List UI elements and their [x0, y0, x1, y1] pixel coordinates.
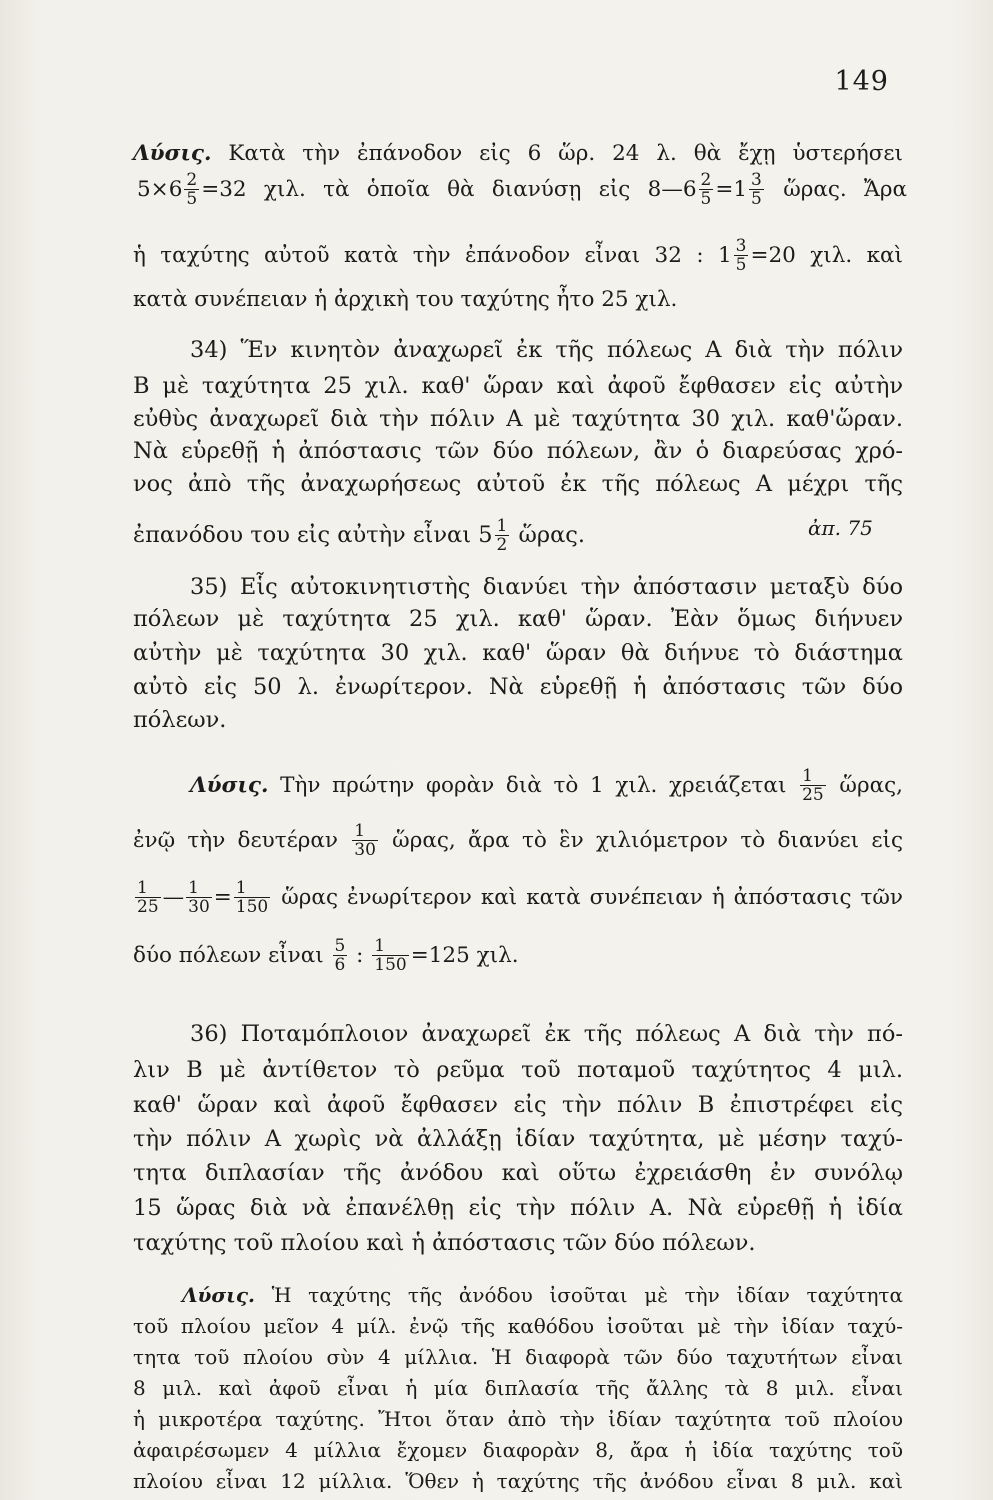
problem34-line3: εὐθὺς ἀναχωρεῖ διὰ τὴν πόλιν Α μὲ ταχύτητα 30 χιλ. καθ'ὥραν.: [133, 406, 903, 432]
fraction: $\frac{1}{150}$: [235, 878, 269, 917]
page-number: 149: [834, 66, 889, 97]
problem35-line2: πόλεων μὲ ταχύτητα 25 χιλ. καθ' ὥραν. Ἐὰν ὅμως διήνυεν: [133, 606, 903, 632]
solution35-line4: δύο πόλεων εἶναι $\frac{5}{6}$ : $\frac{1}{150}$ =125 χιλ.: [133, 936, 519, 975]
solution36-line5: ἡ μικροτέρα ταχύτης. Ἤτοι ὅταν ἀπὸ τὴν ἰδίαν ταχύτητα τοῦ πλοίου: [133, 1407, 903, 1431]
fraction: $\frac{3}{5}$: [751, 170, 762, 209]
solution1-line1: Λύσις. Κατὰ τὴν ἐπάνοδον εἰς 6 ὥρ. 24 λ. θὰ ἔχῃ ὑστερήσει: [133, 141, 903, 166]
solution-label: Λύσις.: [133, 141, 212, 166]
problem36-line4: τὴν πόλιν Α χωρὶς νὰ ἀλλάξῃ ἰδίαν ταχύτητα, μὲ μέσην ταχύ-: [133, 1126, 903, 1152]
problem36-line7: ταχύτης τοῦ πλοίου καὶ ἡ ἀπόστασις τῶν δύο πόλεων.: [133, 1230, 756, 1256]
solution35-line3: $\frac{1}{25}$ — $\frac{1}{30}$ = $\frac{1}{150}$ ὥρας ἐνωρίτερον καὶ κατὰ συνέπειαν ἡ ἀπόστασις τῶν: [137, 878, 904, 917]
solution36-line2: τοῦ πλοίου μεῖον 4 μίλ. ἐνῷ τῆς καθόδου ἰσοῦται μὲ τὴν ἰδίαν ταχύ-: [133, 1314, 903, 1338]
fraction: $\frac{2}{5}$: [700, 170, 712, 209]
fraction: $\frac{1}{30}$: [188, 878, 210, 917]
solution-label: Λύσις.: [190, 773, 269, 798]
solution35-line2: ἐνῷ τὴν δευτέραν $\frac{1}{30}$ ὥρας, ἄρα τὸ ἓν χιλιόμετρον τὸ διανύει εἰς: [133, 821, 903, 860]
solution36-line6: ἀφαιρέσωμεν 4 μίλλια ἔχομεν διαφορὰν 8, ἄρα ἡ ἰδία ταχύτης τοῦ: [133, 1438, 903, 1462]
problem34-line4: Νὰ εὑρεθῇ ἡ ἀπόστασις τῶν δύο πόλεων, ἂν ὁ διαρεύσας χρό-: [133, 438, 903, 464]
fraction: $\frac{1}{25}$: [137, 878, 159, 917]
problem35-line5: πόλεων.: [133, 707, 227, 733]
solution35-line1: Λύσις. Τὴν πρώτην φορὰν διὰ τὸ 1 χιλ. χρειάζεται $\frac{1}{25}$ ὥρας,: [190, 766, 903, 805]
problem36-line5: τητα διπλασίαν τῆς ἀνόδου καὶ οὕτω ἐχρειάσθη ἐν συνόλῳ: [133, 1160, 903, 1186]
fraction: $\frac{2}{5}$: [186, 170, 198, 209]
problem35-line4: αὐτὸ εἰς 50 λ. ἐνωρίτερον. Νὰ εὑρεθῇ ἡ ἀπόστασις τῶν δύο: [133, 674, 903, 700]
solution1-line3: ἡ ταχύτης αὐτοῦ κατὰ τὴν ἐπάνοδον εἶναι 32 : 1 $\frac{3}{5}$ =20 χιλ. καὶ: [133, 236, 903, 275]
solution36-line3: τητα τοῦ πλοίου σὺν 4 μίλλια. Ἡ διαφορὰ τῶν δύο ταχυτήτων εἶναι: [133, 1345, 903, 1369]
fraction: $\frac{1}{150}$: [374, 936, 407, 975]
problem36-line6: 15 ὥρας διὰ νὰ ἐπανέλθῃ εἰς τὴν πόλιν Α. Νὰ εὑρεθῇ ἡ ἰδία: [133, 1195, 903, 1221]
problem34-line2: Β μὲ ταχύτητα 25 χιλ. καθ' ὥραν καὶ ἀφοῦ ἔφθασεν εἰς αὐτὴν: [133, 373, 903, 399]
fraction: $\frac{5}{6}$: [334, 936, 346, 975]
problem36-line3: καθ' ὥραν καὶ ἀφοῦ ἔφθασεν εἰς τὴν πόλιν Β ἐπιστρέφει εἰς: [133, 1092, 903, 1118]
fraction: $\frac{1}{25}$: [802, 766, 824, 805]
problem35-line1: 35) Εἷς αὐτοκινητιστὴς διανύει τὴν ἀπόστασιν μεταξὺ δύο: [190, 574, 903, 600]
problem34-line6: ἐπανόδου του εἰς αὐτὴν εἶναι 5 $\frac{1}{2}$ ὥρας.: [133, 516, 586, 555]
fraction: $\frac{1}{30}$: [354, 821, 376, 860]
solution-label: Λύσις.: [182, 1283, 255, 1307]
solution1-line4: κατὰ συνέπειαν ἡ ἀρχικὴ του ταχύτης ἦτο 25 χιλ.: [133, 287, 678, 312]
solution36-line7: πλοίου εἶναι 12 μίλλια. Ὅθεν ἡ ταχύτης τῆς ἀνόδου εἶναι 8 μιλ. καὶ: [133, 1469, 903, 1493]
problem34-line1: 34) Ἕν κινητὸν ἀναχωρεῖ ἐκ τῆς πόλεως Α διὰ τὴν πόλιν: [190, 337, 903, 363]
answer-label: ἀπ. 75: [808, 516, 873, 540]
solution36-line1: Λύσις. Ἡ ταχύτης τῆς ἀνόδου ἰσοῦται μὲ τὴν ἰδίαν ταχύτητα: [182, 1283, 903, 1307]
fraction: $\frac{1}{2}$: [496, 516, 508, 555]
problem36-line2: λιν Β μὲ ἀντίθετον τὸ ρεῦμα τοῦ ποταμοῦ ταχύτητος 4 μιλ.: [133, 1057, 903, 1083]
problem35-line3: αὐτὴν μὲ ταχύτητα 30 χιλ. καθ' ὥραν θὰ διήνυε τὸ διάστημα: [133, 640, 903, 666]
problem34-line5: νος ἀπὸ τῆς ἀναχωρήσεως αὐτοῦ ἐκ τῆς πόλεως Α μέχρι τῆς: [133, 471, 903, 497]
solution36-line4: 8 μιλ. καὶ ἀφοῦ εἶναι ἡ μία διπλασία τῆς ἄλλης τὰ 8 μιλ. εἶναι: [133, 1376, 903, 1400]
fraction: $\frac{3}{5}$: [735, 236, 747, 275]
problem36-line1: 36) Ποταμόπλοιον ἀναχωρεῖ ἐκ τῆς πόλεως Α διὰ τὴν πό-: [190, 1021, 903, 1047]
solution1-line2: 5×6 $\frac{2}{5}$ =32 χιλ. τὰ ὁποῖα θὰ διανύσῃ εἰς 8—6 $\frac{2}{5}$ =1 $\frac{3}{5}$ ὥρας. Ἄρα: [137, 170, 907, 209]
